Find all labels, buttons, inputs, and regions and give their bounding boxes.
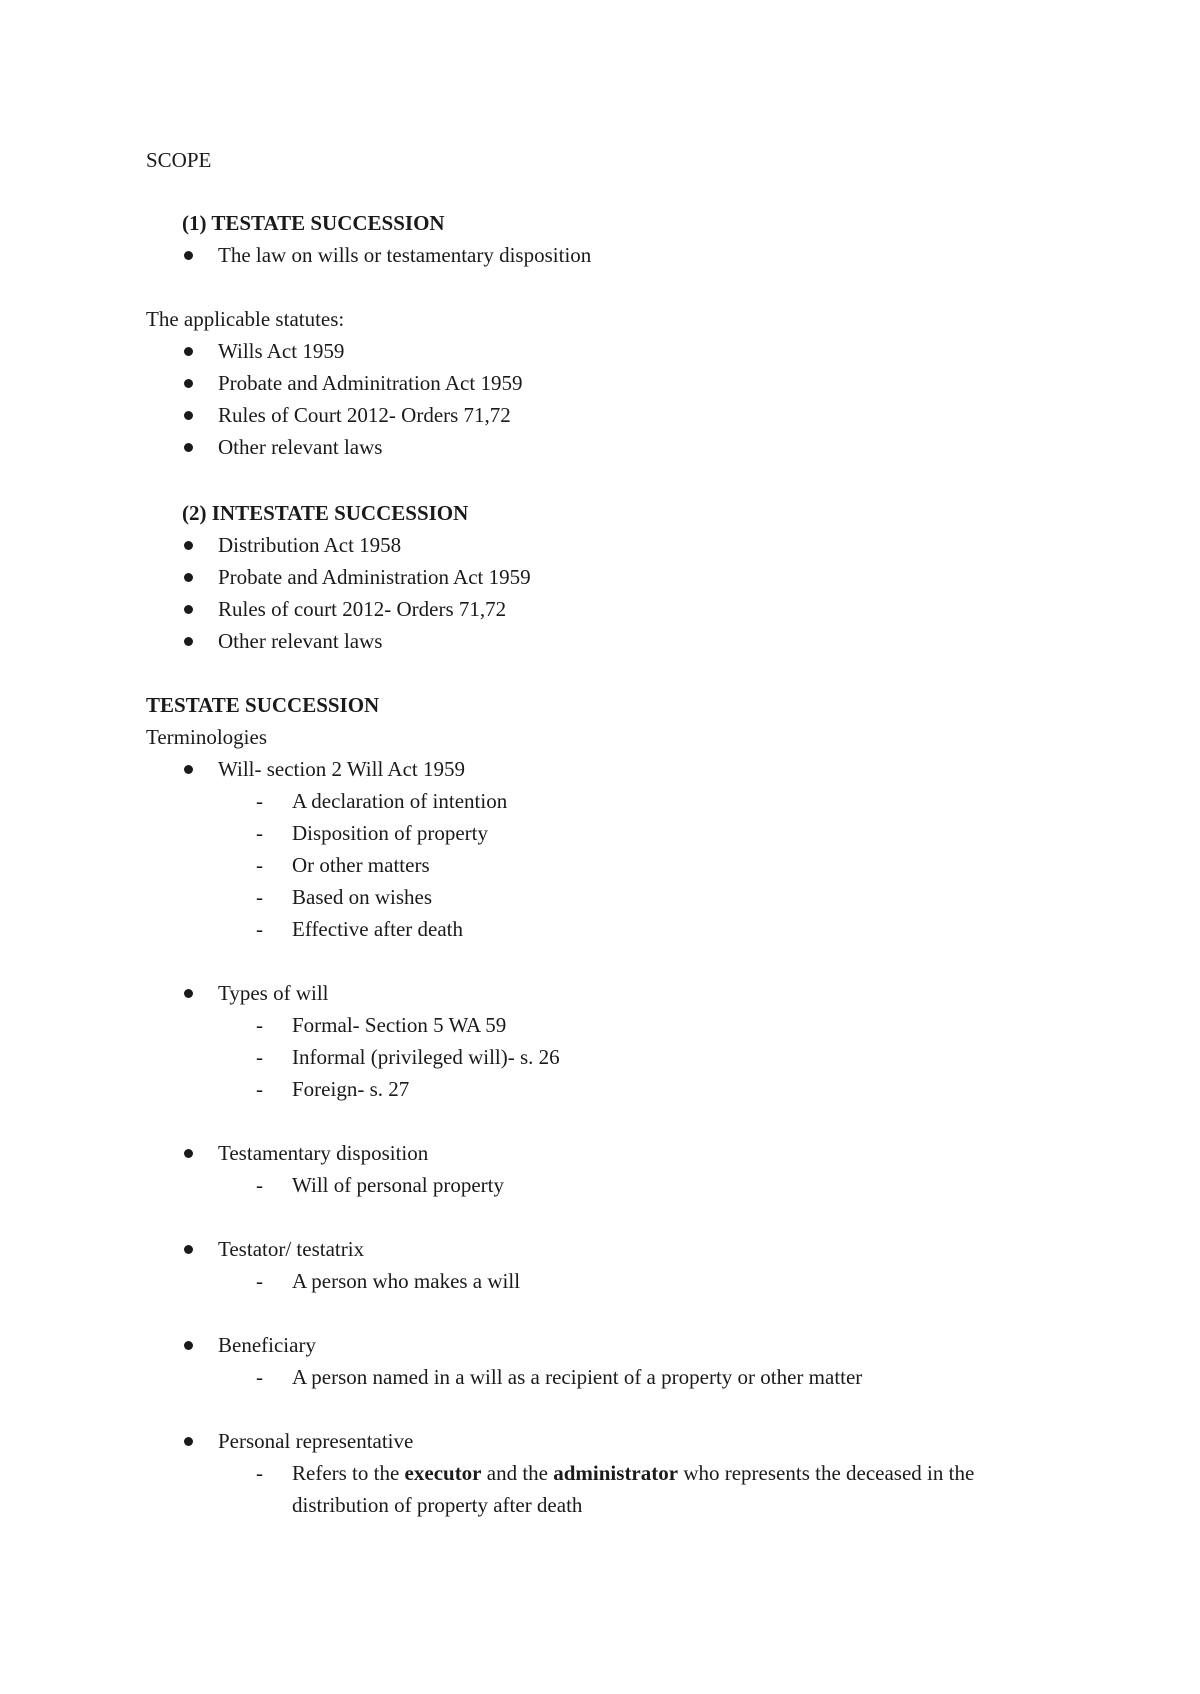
personal-representative-definition: Refers to the executor and the administrator who represents the deceased in the distribution of property after death <box>292 1461 975 1517</box>
bullet-icon <box>184 989 193 998</box>
administrator-term: administrator <box>553 1461 679 1485</box>
testate-succession-heading: TESTATE SUCCESSION <box>146 693 380 717</box>
dash-icon: - <box>256 1013 263 1037</box>
bullet-icon <box>184 1437 193 1446</box>
terminologies-subheading: Terminologies <box>146 725 268 749</box>
bullet-icon <box>184 573 193 582</box>
testate-succession-subheading: (1) TESTATE SUCCESSION <box>182 211 445 235</box>
dash-icon: - <box>256 853 263 877</box>
bullet-icon <box>184 347 193 356</box>
dash-icon: - <box>256 821 263 845</box>
dash-icon: - <box>256 789 263 813</box>
dash-icon: - <box>256 1365 263 1389</box>
dash-icon: - <box>256 1077 263 1101</box>
bullet-icon <box>184 443 193 452</box>
bullet-icon <box>184 605 193 614</box>
bullet-icon <box>184 765 193 774</box>
scope-heading: SCOPE <box>146 148 212 172</box>
bullet-icon <box>184 411 193 420</box>
dash-icon: - <box>256 1269 263 1293</box>
bullet-icon <box>184 1245 193 1254</box>
dash-icon: - <box>256 917 263 941</box>
document-page: SCOPE (1) TESTATE SUCCESSION The law on wills or testamentary disposition The applicable statutes: Wills Act 1959 Probate and Adminitration Act 1959 Rules of Court 2012- Orders 71,72 Other relevant laws (2) INTESTATE SUCCESSION Distribution Act 1958 Probate and Administration Act 1959 Rules of court 2012- Orders 71,72 Other relevant laws TESTATE SUCCESSION Terminologies Will- section 2 Will Act 1959 - A declaration of intention - Disposition of property - Or other matters - Based on wishes - Effective after death Types of will - Formal- Section 5 WA 59 - Informal (privileged will)- s. 26 - Foreign- s. 27 Testamentary disposition - Will of personal property Testator/ testatrix - A person who makes a will Beneficiary - A person named in a will as a recipient of a property or other matter Personal representative - Refers to the executor and the administrator who represents the deceased in the distribution of property after death <box>0 0 1200 1694</box>
dash-icon: - <box>256 1045 263 1069</box>
bullet-icon <box>184 1341 193 1350</box>
bullet-icon <box>184 379 193 388</box>
dash-icon: - <box>256 1461 263 1485</box>
bullet-icon <box>184 541 193 550</box>
statutes-label: The applicable statutes: <box>146 307 345 331</box>
dash-icon: - <box>256 1173 263 1197</box>
intestate-succession-subheading: (2) INTESTATE SUCCESSION <box>182 501 469 525</box>
dash-icon: - <box>256 885 263 909</box>
bullet-icon <box>184 637 193 646</box>
bullet-icon <box>184 251 193 260</box>
executor-term: executor <box>404 1461 482 1485</box>
bullet-icon <box>184 1149 193 1158</box>
